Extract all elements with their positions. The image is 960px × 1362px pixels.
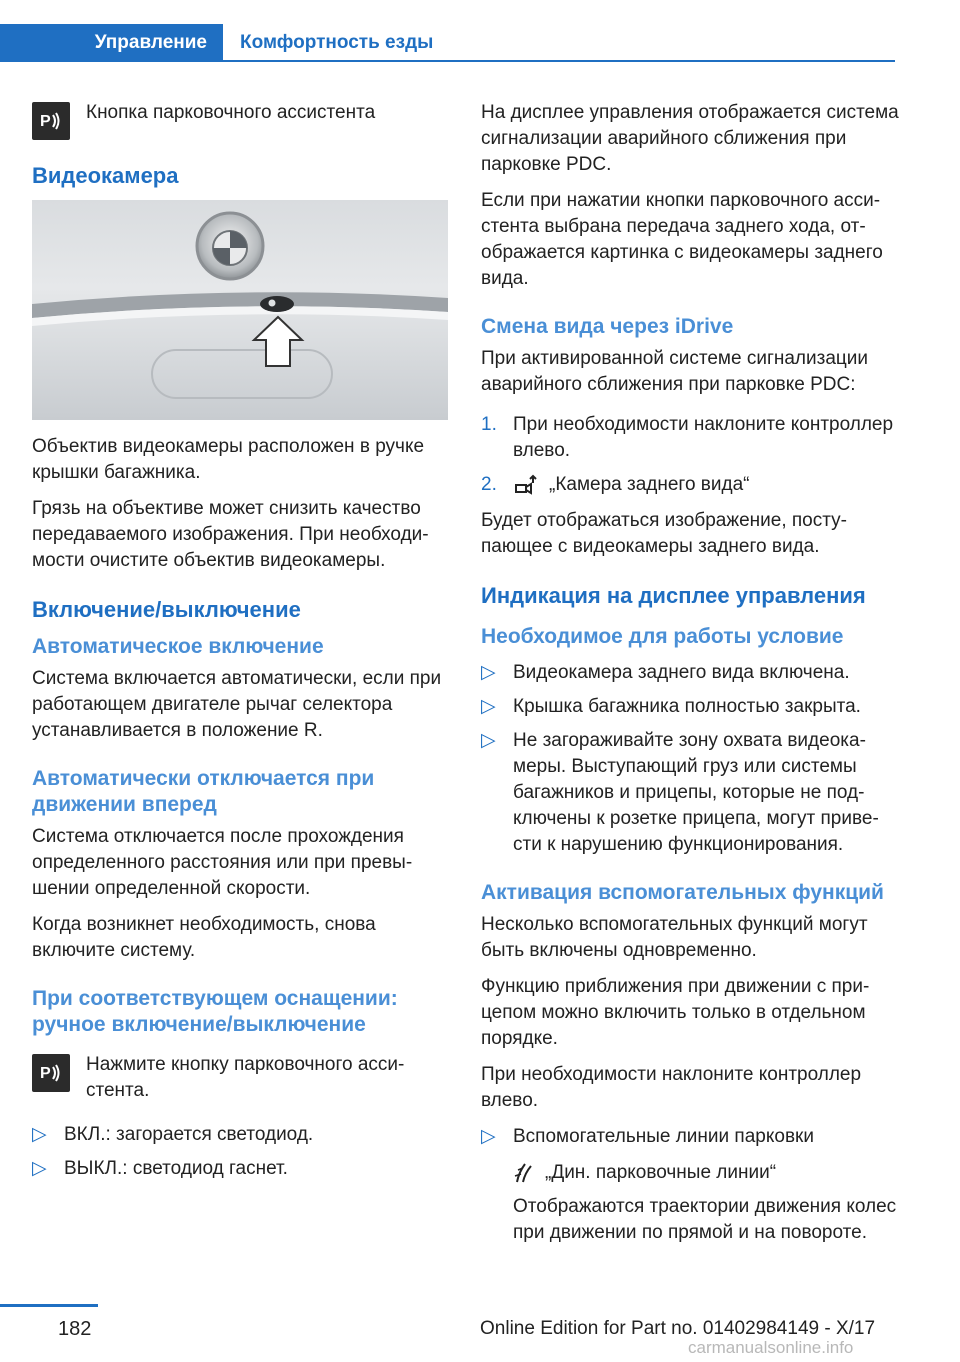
tab-control[interactable]: Управление: [0, 24, 223, 62]
footer-rule: [0, 1304, 98, 1307]
parking-assistant-icon: [32, 102, 70, 140]
led-status-list: [32, 1122, 448, 1182]
list-item: ▷ Видеокамера заднего вида включена.: [481, 660, 899, 686]
rear-camera-icon: [513, 473, 541, 497]
svg-text:P: P: [40, 113, 51, 130]
aux-simultaneous-text: Несколько вспомогательных функций могут быть включены одновременно.: [481, 914, 868, 961]
auto-off-text: Система отключается после прохождения определенного расстояния или при превышении определенной скорости.: [32, 826, 413, 899]
heading-requirement: Необходимое для работы условие: [481, 625, 844, 648]
bullet-triangle-icon: ▷: [32, 1158, 47, 1179]
bullet-triangle-icon: ▷: [481, 730, 496, 751]
heading-manual: При соответствующем оснащении: ручное включение/выключение: [32, 987, 398, 1036]
list-item: ▷ Вспомогательные линии парковки: [481, 1124, 899, 1150]
parking-assistant-icon: [32, 1054, 70, 1092]
parking-lines-option: „Дин. парковочные линии“: [513, 1160, 899, 1186]
bullet-triangle-icon: ▷: [32, 1124, 47, 1145]
trajectory-text: Отображаются траектории движения колес при движении по прямой и на повороте.: [513, 1196, 897, 1243]
right-column: [481, 100, 899, 1254]
idrive-steps: [481, 412, 899, 498]
heading-auto-on: Автоматическое включение: [32, 635, 324, 658]
heading-idrive: Смена вида через iDrive: [481, 315, 734, 338]
camera-image-text: Будет отображаться изображение, поступающее с видеокамеры заднего вида.: [481, 510, 847, 557]
reverse-gear-text: Если при нажатии кнопки парковочного ассистента выбрана передача заднего хода, отображается картинка с видеокамеры заднего вида.: [481, 190, 883, 289]
rear-camera-photo: [32, 200, 448, 420]
display-pdc-text: На дисплее управления отображается система сигнализации аварийного сближения при парковке PDC.: [481, 102, 899, 175]
parking-lines-icon: [513, 1162, 537, 1184]
tab-comfort[interactable]: Комфортность езды: [240, 32, 434, 53]
list-item: ▷ ВКЛ.: загорается светодиод.: [32, 1122, 448, 1148]
pdc-button-note: [32, 100, 448, 140]
requirements-list: [481, 660, 899, 858]
pdc-button-text: Кнопка парковочного ассистента: [86, 102, 376, 123]
list-item: 1. При необходимости наклоните контроллер влево.: [481, 414, 894, 461]
auto-on-text: Система включается автоматически, если при работающем двигателе рычаг селектора устанавливается в положение R.: [32, 668, 442, 741]
header-rule: [223, 60, 895, 62]
heading-aux-functions: Активация вспомогательных функций: [481, 881, 884, 904]
idrive-intro-text: При активированной системе сигнализации аварийного сближения при парковке PDC:: [481, 348, 869, 395]
svg-text:P: P: [40, 1065, 51, 1082]
bullet-triangle-icon: ▷: [481, 696, 496, 717]
list-item: 2. „Камера заднего вида“: [481, 474, 750, 495]
bullet-triangle-icon: ▷: [481, 1126, 496, 1147]
heading-on-off: Включение/выключение: [32, 597, 301, 622]
page-number: 182: [58, 1318, 92, 1340]
lens-location-text: Объектив видеокамеры расположен в ручке крышки багажника.: [32, 436, 425, 483]
tilt-controller-text: При необходимости наклоните контроллер влево.: [481, 1064, 862, 1111]
pdc-button-note-2: [32, 1052, 448, 1104]
lens-cleaning-text: Грязь на объективе может снизить качество передаваемого изображения. При необходимости очистите объектив видеокамеры.: [32, 498, 429, 571]
edition-text: Online Edition for Part no. 01402984149 - X/17: [480, 1318, 876, 1339]
trailer-function-text: Функцию приближения при движении с прицепом можно включить только в отдельном порядке.: [481, 976, 870, 1049]
list-item: ▷ Крышка багажника полностью закрыта.: [481, 694, 899, 720]
aux-list: [481, 1124, 899, 1150]
bullet-triangle-icon: ▷: [481, 662, 496, 683]
heading-display-indication: Индикация на дисплее управления: [481, 583, 866, 608]
left-column: [32, 100, 448, 1192]
press-button-text: Нажмите кнопку парковочного ассистента.: [86, 1054, 405, 1101]
heading-auto-off: Автоматически отключается при движении вперед: [32, 767, 375, 816]
watermark: carmanualsonline.info: [688, 1338, 854, 1357]
list-item: ▷ ВЫКЛ.: светодиод гаснет.: [32, 1156, 448, 1182]
reenable-text: Когда возникнет необходимость, снова включите систему.: [32, 914, 376, 961]
heading-video-camera: Видеокамера: [32, 163, 179, 188]
list-item: ▷ Не загораживайте зону охвата видеокамеры. Выступающий груз или системы багажников и прицепы, которые не подключены к розетке прицепа, могут привести к нарушению функционирования.: [481, 728, 899, 858]
